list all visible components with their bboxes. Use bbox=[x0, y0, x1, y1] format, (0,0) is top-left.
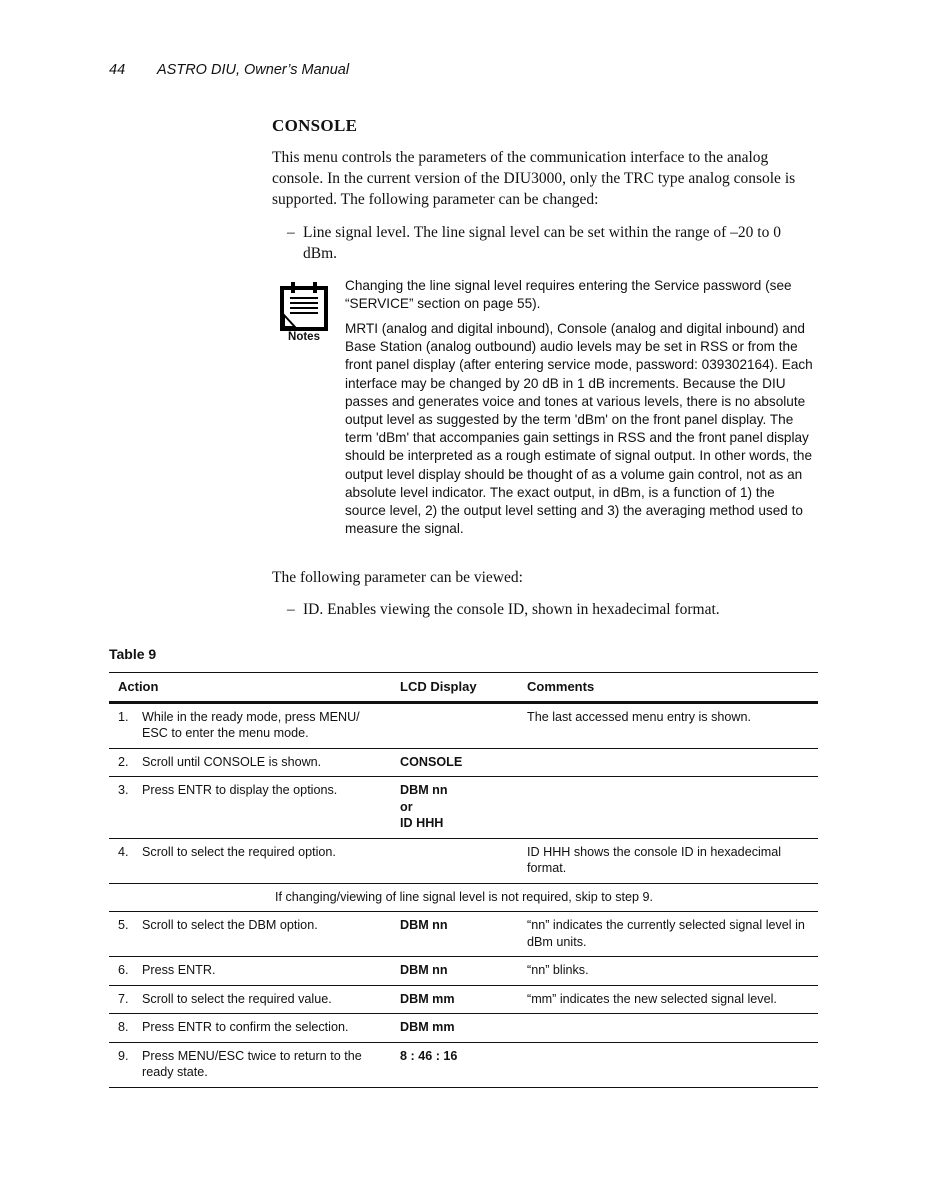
table-caption: Table 9 bbox=[109, 646, 157, 662]
column-header-action: Action bbox=[109, 673, 391, 703]
step-action: Press ENTR to display the options. bbox=[142, 783, 338, 797]
section-title: CONSOLE bbox=[272, 116, 358, 135]
page-header bbox=[109, 62, 349, 78]
bullet-dash: – bbox=[287, 224, 295, 241]
table-row bbox=[109, 912, 818, 957]
lcd-display-value: CONSOLE bbox=[391, 748, 518, 777]
step-comment: ID HHH shows the console ID in hexadecimal format. bbox=[518, 838, 818, 883]
lcd-display-value: DBM nn bbox=[391, 912, 518, 957]
bullet-line-signal-level bbox=[287, 222, 815, 264]
step-comment bbox=[518, 1014, 818, 1043]
bullet-term: Line signal level. bbox=[303, 224, 411, 241]
intro-paragraph: This menu controls the parameters of the communication interface to the analog console. In the current version of the DIU3000, only the TRC type analog console is supported. The following parameter can be changed: bbox=[272, 149, 796, 208]
step-action: While in the ready mode, press MENU/ ESC to enter the menu mode. bbox=[142, 709, 360, 740]
bullet-term: ID. bbox=[303, 601, 324, 618]
table-row bbox=[109, 1042, 818, 1087]
step-action: Press MENU/ESC twice to return to the ready state. bbox=[142, 1048, 362, 1079]
note-paragraph-2: MRTI (analog and digital inbound), Console (analog and digital inbound) and Base Station (analog outbound) audio levels may be set in RSS or from the front panel display (after entering service mode, password: 039302164). Each interface may be changed by 20 dB in 1 dB increments. Because the DIU passes and generates voice and tones at various levels, there is no absolute output level as suggested by the term 'dBm' on the front panel display. The term 'dBm' that accompanies gain settings in RSS and the front panel display should be interpreted as a rough estimate of signal output. In other words, the output level display should be thought of as a volume gain control, not as an absolute level indicator. The exact output, in dBm, is a function of 1) the source level, 2) the output level setting and 3) the averaging method used to measure the signal. bbox=[345, 321, 813, 537]
lcd-display-value: DBM nn bbox=[391, 957, 518, 986]
step-comment bbox=[518, 777, 818, 839]
step-number: 9. bbox=[118, 1048, 129, 1063]
step-number: 4. bbox=[118, 844, 129, 859]
table-row bbox=[109, 777, 818, 839]
step-number: 7. bbox=[118, 991, 129, 1006]
lcd-line: or bbox=[400, 799, 413, 814]
step-action: Scroll until CONSOLE is shown. bbox=[142, 754, 322, 769]
step-number: 2. bbox=[118, 754, 129, 769]
table-row bbox=[109, 957, 818, 986]
step-comment: “mm” indicates the new selected signal level. bbox=[518, 985, 818, 1014]
lcd-line: ID HHH bbox=[400, 816, 444, 830]
viewed-intro-paragraph: The following parameter can be viewed: bbox=[272, 569, 523, 586]
step-comment: “nn” indicates the currently selected signal level in dBm units. bbox=[518, 912, 818, 957]
step-comment: The last accessed menu entry is shown. bbox=[518, 702, 818, 748]
step-comment bbox=[518, 1042, 818, 1087]
skip-note: If changing/viewing of line signal level is not required, skip to step 9. bbox=[109, 883, 818, 912]
step-action: Press ENTR. bbox=[142, 963, 216, 977]
table-skip-row bbox=[109, 883, 818, 912]
lcd-display-value bbox=[391, 838, 518, 883]
table-row bbox=[109, 748, 818, 777]
notes-label: Notes bbox=[288, 331, 320, 343]
lcd-display-value: 8 : 46 : 16 bbox=[391, 1042, 518, 1087]
lcd-display-value bbox=[391, 702, 518, 748]
lcd-display-value: DBM mm bbox=[391, 1014, 518, 1043]
table-row bbox=[109, 1014, 818, 1043]
step-action: Scroll to select the required option. bbox=[142, 844, 336, 859]
column-header-comments: Comments bbox=[518, 673, 818, 703]
step-comment bbox=[518, 748, 818, 777]
lcd-display-value: DBM mm bbox=[391, 985, 518, 1014]
lcd-line: DBM nn bbox=[400, 783, 448, 797]
table-row bbox=[109, 702, 818, 748]
step-comment: “nn” blinks. bbox=[518, 957, 818, 986]
step-action: Scroll to select the DBM option. bbox=[142, 918, 318, 932]
bullet-text: Enables viewing the console ID, shown in hexadecimal format. bbox=[323, 601, 720, 618]
lcd-display-value bbox=[391, 777, 518, 839]
step-number: 3. bbox=[118, 783, 129, 797]
procedure-table bbox=[109, 672, 818, 1088]
step-number: 1. bbox=[118, 709, 129, 724]
step-number: 6. bbox=[118, 963, 129, 977]
step-number: 8. bbox=[118, 1020, 129, 1034]
column-header-lcd-display: LCD Display bbox=[391, 673, 518, 703]
step-action: Press ENTR to confirm the selection. bbox=[142, 1020, 349, 1034]
bullet-text: The line signal level can be set within the range of –20 to 0 dBm. bbox=[303, 224, 781, 262]
note-paragraph-1: Changing the line signal level requires entering the Service password (see “SERVICE” section on page 55). bbox=[345, 278, 792, 312]
table-header-row bbox=[109, 673, 818, 703]
bullet-id bbox=[287, 599, 815, 620]
page-number: 44 bbox=[109, 62, 126, 78]
step-action: Scroll to select the required value. bbox=[142, 991, 332, 1006]
step-number: 5. bbox=[118, 918, 129, 932]
bullet-dash: – bbox=[287, 601, 295, 618]
table-row bbox=[109, 838, 818, 883]
manual-title: ASTRO DIU, Owner’s Manual bbox=[157, 62, 350, 78]
table-row bbox=[109, 985, 818, 1014]
